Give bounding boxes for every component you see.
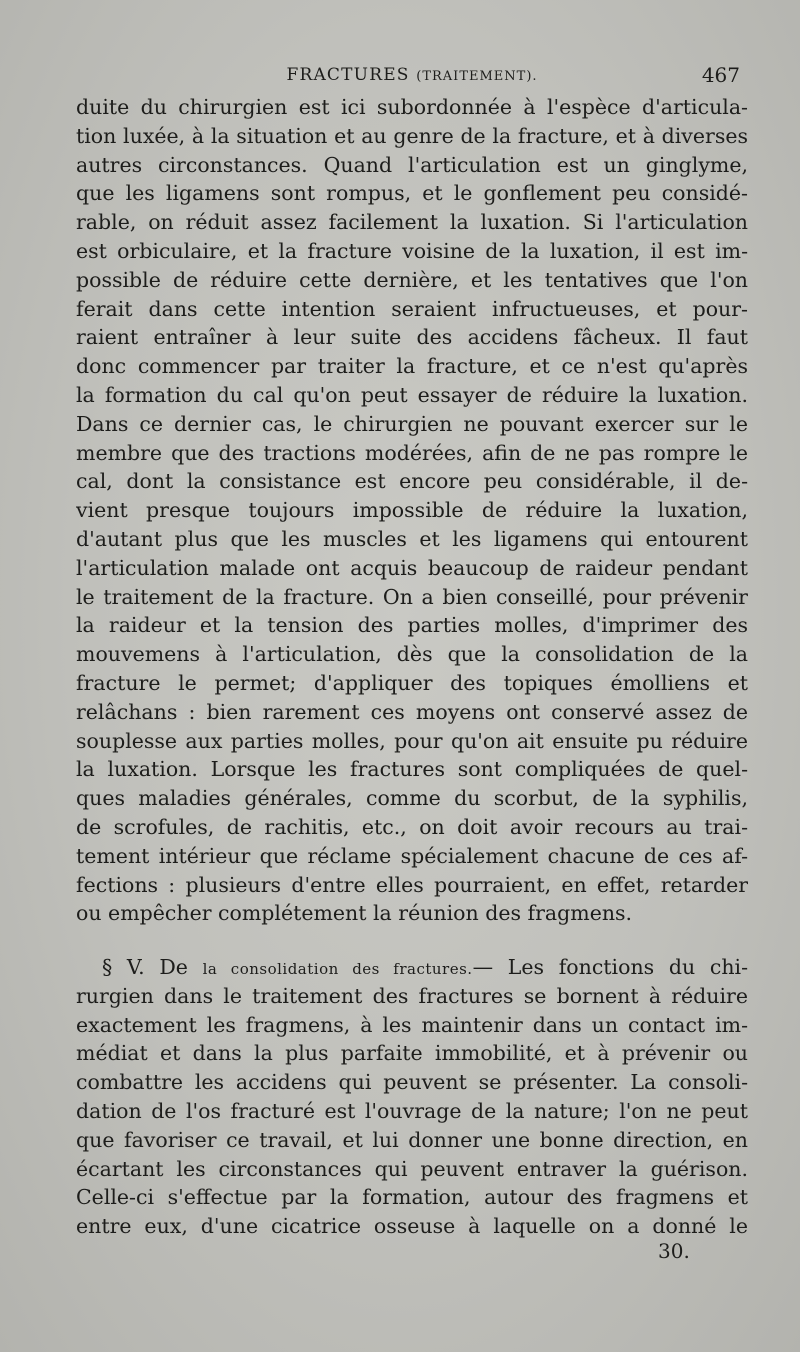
paragraph-continuation: [76, 93, 748, 928]
section-heading-title: la consolidation des fractures.: [202, 960, 473, 978]
text-line: d'autant plus que les muscles et les ligamens qui entourent: [76, 526, 748, 551]
text-line: dation de l'os fracturé est l'ouvrage de la nature; l'on ne peut: [76, 1098, 748, 1123]
text-line: tion luxée, à la situation et au genre de la fracture, et à diverses: [76, 123, 748, 148]
text-line: ques maladies générales, comme du scorbut, de la syphilis,: [76, 786, 748, 811]
text-line: combattre les accidens qui peuvent se présenter. La consoli-: [76, 1070, 748, 1095]
text-line: l'articulation malade ont acquis beaucoup de raideur pendant: [76, 555, 748, 580]
text-line: rable, on réduit assez facilement la luxation. Si l'articulation: [76, 210, 748, 235]
signature-mark: 30.: [658, 1239, 690, 1263]
text-line: ou empêcher complétement la réunion des fragmens.: [76, 901, 633, 926]
text-line: vient presque toujours impossible de réduire la luxation,: [76, 498, 748, 523]
text-line: ferait dans cette intention seraient infructueuses, et pour-: [76, 296, 748, 321]
text-line: médiat et dans la plus parfaite immobilité, et à prévenir ou: [76, 1041, 748, 1066]
section-first-text: Les fonctions du chi-: [507, 955, 748, 979]
page-header: [76, 60, 740, 90]
section-heading-de: De: [159, 955, 188, 979]
text-line: membre que des tractions modérées, afin de ne pas rompre le: [76, 440, 748, 465]
text-line: tement intérieur que réclame spécialement chacune de ces af-: [76, 843, 748, 868]
text-line: duite du chirurgien est ici subordonnée à l'espèce d'articula-: [76, 95, 748, 119]
text-line: exactement les fragmens, à les maintenir dans un contact im-: [76, 1012, 748, 1037]
text-line: Dans ce dernier cas, le chirurgien ne pouvant exercer sur le: [76, 411, 748, 436]
text-line: écartant les circonstances qui peuvent entraver la guérison.: [76, 1156, 748, 1181]
text-line: la luxation. Lorsque les fractures sont compliquées de quel-: [76, 757, 748, 782]
page-number: 467: [701, 63, 740, 87]
text-line: que favoriser ce travail, et lui donner une bonne direction, en: [76, 1127, 748, 1152]
text-line: Celle-ci s'effectue par la formation, autour des fragmens et: [76, 1185, 748, 1210]
text-line: relâchans : bien rarement ces moyens ont conservé assez de: [76, 699, 748, 724]
text-line: possible de réduire cette dernière, et les tentatives que l'on: [76, 267, 748, 292]
text-line: rurgien dans le traitement des fractures se bornent à réduire: [76, 983, 748, 1008]
text-line: de scrofules, de rachitis, etc., on doit avoir recours au trai-: [76, 814, 748, 839]
text-line: cal, dont la consistance est encore peu considérable, il de-: [76, 469, 748, 494]
section-number: § V.: [102, 955, 145, 979]
text-line: souplesse aux parties molles, pour qu'on ait ensuite pu réduire: [76, 728, 748, 753]
section-dash: —: [472, 955, 494, 979]
text-line: mouvemens à l'articulation, dès que la consolidation de la: [76, 642, 748, 667]
text-line: est orbiculaire, et la fracture voisine de la luxation, il est im-: [76, 238, 748, 263]
text-line: fections : plusieurs d'entre elles pourraient, en effet, retarder: [76, 872, 748, 897]
text-line: la formation du cal qu'on peut essayer de réduire la luxation.: [76, 382, 748, 407]
text-line: le traitement de la fracture. On a bien conseillé, pour prévenir: [76, 584, 748, 609]
text-line: raient entraîner à leur suite des accidens fâcheux. Il faut: [76, 325, 748, 350]
section-heading-line: [76, 953, 748, 982]
text-line: la raideur et la tension des parties molles, d'imprimer des: [76, 613, 748, 638]
text-line: entre eux, d'une cicatrice osseuse à laquelle on a donné le: [76, 1214, 748, 1239]
section-v: [76, 953, 748, 1241]
text-line: donc commencer par traiter la fracture, et ce n'est qu'après: [76, 354, 748, 379]
text-line: autres circonstances. Quand l'articulation est un ginglyme,: [76, 152, 748, 177]
running-title: [76, 60, 740, 92]
running-title-main: FRACTURES: [286, 65, 410, 85]
text-line: fracture le permet; d'appliquer des topiques émolliens et: [76, 670, 748, 695]
running-title-sub: (TRAITEMENT).: [416, 69, 538, 84]
text-line: que les ligamens sont rompus, et le gonflement peu considé-: [76, 181, 748, 206]
